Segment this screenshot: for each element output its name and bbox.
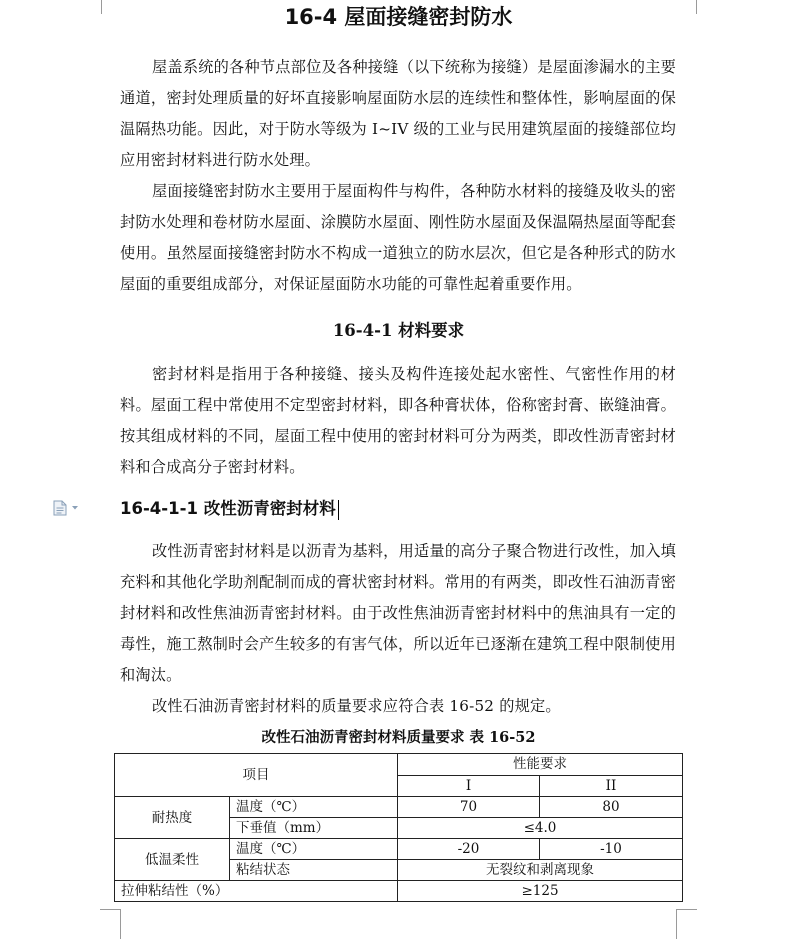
page-corner-mark-bottom-right-v (676, 909, 677, 939)
table-cell-label: 温度（℃） (230, 797, 398, 818)
section-title: 16-4 屋面接缝密封防水 (284, 5, 513, 29)
table-cell: ≥125 (398, 881, 683, 902)
table-caption: 改性石油沥青密封材料质量要求 表 16-52 (261, 729, 536, 746)
table-cell-label: 温度（℃） (230, 839, 398, 860)
subsubsection-title-text: 16-4-1-1 改性沥青密封材料 (120, 499, 336, 518)
table-header-grade-1: I (398, 775, 540, 797)
text-cursor (338, 500, 339, 520)
table-header-item: 项目 (115, 754, 398, 797)
table-header-performance: 性能要求 (398, 754, 683, 776)
subsubsection-title (120, 496, 339, 522)
table-cell: 无裂纹和剥离现象 (398, 860, 683, 881)
table-cell: ≤4.0 (398, 818, 683, 839)
table-cell: -20 (398, 839, 540, 860)
table-cell-label: 粘结状态 (230, 860, 398, 881)
chevron-down-icon (71, 505, 79, 511)
table-cell: 80 (540, 797, 683, 818)
paragraph-intro: 屋盖系统的各种节点部位及各种接缝（以下统称为接缝）是屋面渗漏水的主要通道，密封处理质量的好坏直接影响屋面防水层的连续性和整体性，影响屋面的保温隔热功能。因此，对于防水等级为 I~IV 级的工业与民用建筑屋面的接缝部位均应用密封材料进行防水处理。 (120, 58, 676, 169)
table-cell-label: 下垂值（mm） (230, 818, 398, 839)
quality-requirements-table (114, 753, 683, 902)
document-icon (53, 500, 67, 516)
table-cell-label: 拉伸粘结性（%） (115, 881, 398, 902)
table-row (115, 839, 683, 860)
table-row (115, 754, 683, 776)
table-header-grade-2: II (540, 775, 683, 797)
table-cell: 70 (398, 797, 540, 818)
page-corner-mark-bottom-right-h (676, 909, 697, 910)
page-corner-mark-bottom-left-v (120, 909, 121, 939)
paragraph-table-reference: 改性石油沥青密封材料的质量要求应符合表 16-52 的规定。 (152, 697, 561, 715)
table-row (115, 797, 683, 818)
page-corner-mark-bottom-left-h (100, 909, 121, 910)
table-cell: -10 (540, 839, 683, 860)
table-group-low-temp-flexibility: 低温柔性 (115, 839, 230, 881)
subsection-title: 16-4-1 材料要求 (332, 321, 465, 340)
table-row (115, 881, 683, 902)
margin-paragraph-handle[interactable] (53, 500, 83, 516)
paragraph-usage: 屋面接缝密封防水主要用于屋面构件与构件，各种防水材料的接缝及收头的密封防水处理和卷材防水屋面、涂膜防水屋面、刚性防水屋面及保温隔热屋面等配套使用。虽然屋面接缝密封防水不构成一道独立的防水层次，但它是各种形式的防水屋面的重要组成部分，对保证屋面防水功能的可靠性起着重要作用。 (120, 182, 676, 293)
table-group-heat-resistance: 耐热度 (115, 797, 230, 839)
paragraph-modified-asphalt: 改性沥青密封材料是以沥青为基料，用适量的高分子聚合物进行改性，加入填充料和其他化学助剂配制而成的膏状密封材料。常用的有两类，即改性石油沥青密封材料和改性焦油沥青密封材料。由于改性焦油沥青密封材料中的焦油具有一定的毒性，施工熬制时会产生较多的有害气体，所以近年已逐渐在建筑工程中限制使用和淘汰。 (120, 542, 676, 684)
paragraph-materials: 密封材料是指用于各种接缝、接头及构件连接处起水密性、气密性作用的材料。屋面工程中常使用不定型密封材料，即各种膏状体，俗称密封膏、嵌缝油膏。按其组成材料的不同，屋面工程中使用的密封材料可分为两类，即改性沥青密封材料和合成高分子密封材料。 (120, 365, 676, 476)
